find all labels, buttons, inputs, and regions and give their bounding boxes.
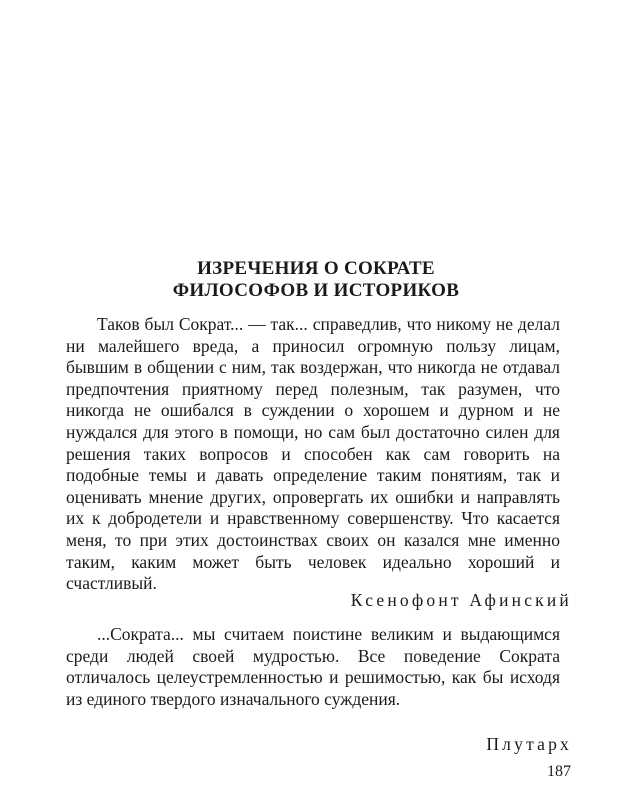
quote-passage-xenophon: Таков был Сократ... — так... справедлив, что никому не делал ни малейшего вреда, а приносил огромную пользу лицам, бывшим в общении с ним, так воздержан, что никогда не отдавал предпочтения приятному перед полезным, так разумен, что никогда не ошибался в суждении о хорошем и дурном и не нуждался для этого в помощи, но сам был достаточно силен для решения таких вопросов и способен как сам говорить на подобные темы и давать определение таким понятиям, так и оценивать мнение других, опровергать их ошибки и направлять их к добродетели и нравственному совершенству. Что касается меня, то при этих достоинствах своих он казался мне именно таким, каким может быть человек идеально хороший и счастливый. <box>66 314 560 594</box>
quote-attribution-xenophon: Ксенофонт Афинский <box>350 590 572 610</box>
page-number: 187 <box>547 763 571 780</box>
quote-passage-plutarch: ...Сократа... мы считаем поистине великим и выдающимся среди людей своей мудростью. Все поведение Сократа отличалось целеустремленностью и решимостью, как бы исходя из единого твердого изначального суждения. <box>66 624 560 709</box>
heading-line-2: ФИЛОСОФОВ И ИСТОРИКОВ <box>172 280 460 301</box>
chapter-heading <box>80 258 552 302</box>
heading-line-1: ИЗРЕЧЕНИЯ О СОКРАТЕ <box>197 258 435 279</box>
quote-attribution-plutarch: Плутарх <box>486 734 572 754</box>
